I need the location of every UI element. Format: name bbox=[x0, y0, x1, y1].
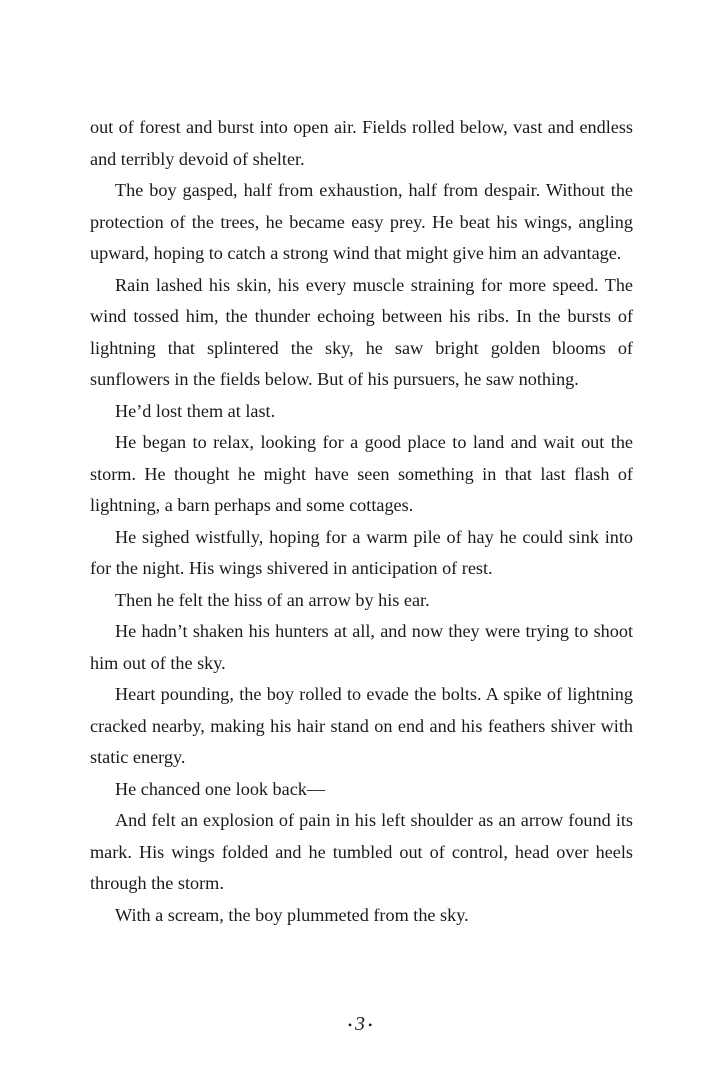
page-number-right-dot: • bbox=[368, 1017, 373, 1032]
paragraph-7: Then he felt the hiss of an arrow by his ear. bbox=[115, 589, 430, 610]
paragraph-6: He sighed wistfully, hoping for a warm pile of hay he could sink into for the night. His wings shivered in anticipation of rest. bbox=[90, 526, 633, 578]
paragraph-9: Heart pounding, the boy rolled to evade the bolts. A spike of lightning cracked nearby, making his hair stand on end and his feathers shiver with static energy. bbox=[90, 684, 633, 767]
paragraph-4: He’d lost them at last. bbox=[115, 400, 276, 421]
body-text bbox=[90, 112, 633, 931]
page-number bbox=[0, 1013, 720, 1036]
page-number-value: 3 bbox=[355, 1013, 365, 1035]
paragraph-8: He hadn’t shaken his hunters at all, and now they were trying to shoot him out of the sky. bbox=[90, 621, 633, 673]
paragraph-1: out of forest and burst into open air. Fields rolled below, vast and endless and terribly devoid of shelter. bbox=[90, 117, 633, 169]
paragraph-2: The boy gasped, half from exhaustion, half from despair. Without the protection of the trees, he became easy prey. He beat his wings, angling upward, hoping to catch a strong wind that might give him an advantage. bbox=[90, 180, 633, 263]
paragraph-11: And felt an explosion of pain in his left shoulder as an arrow found its mark. His wings folded and he tumbled out of control, head over heels through the storm. bbox=[90, 810, 633, 893]
page-number-left-dot: • bbox=[347, 1017, 352, 1032]
paragraph-3: Rain lashed his skin, his every muscle straining for more speed. The wind tossed him, the thunder echoing between his ribs. In the bursts of lightning that splintered the sky, he saw bright golden blooms of sunflowers in the fields below. But of his pursuers, he saw nothing. bbox=[90, 274, 633, 389]
paragraph-10: He chanced one look back— bbox=[115, 778, 326, 799]
paragraph-12: With a scream, the boy plummeted from the sky. bbox=[115, 904, 469, 925]
paragraph-5: He began to relax, looking for a good place to land and wait out the storm. He thought he might have seen something in that last flash of lightning, a barn perhaps and some cottages. bbox=[90, 432, 633, 515]
